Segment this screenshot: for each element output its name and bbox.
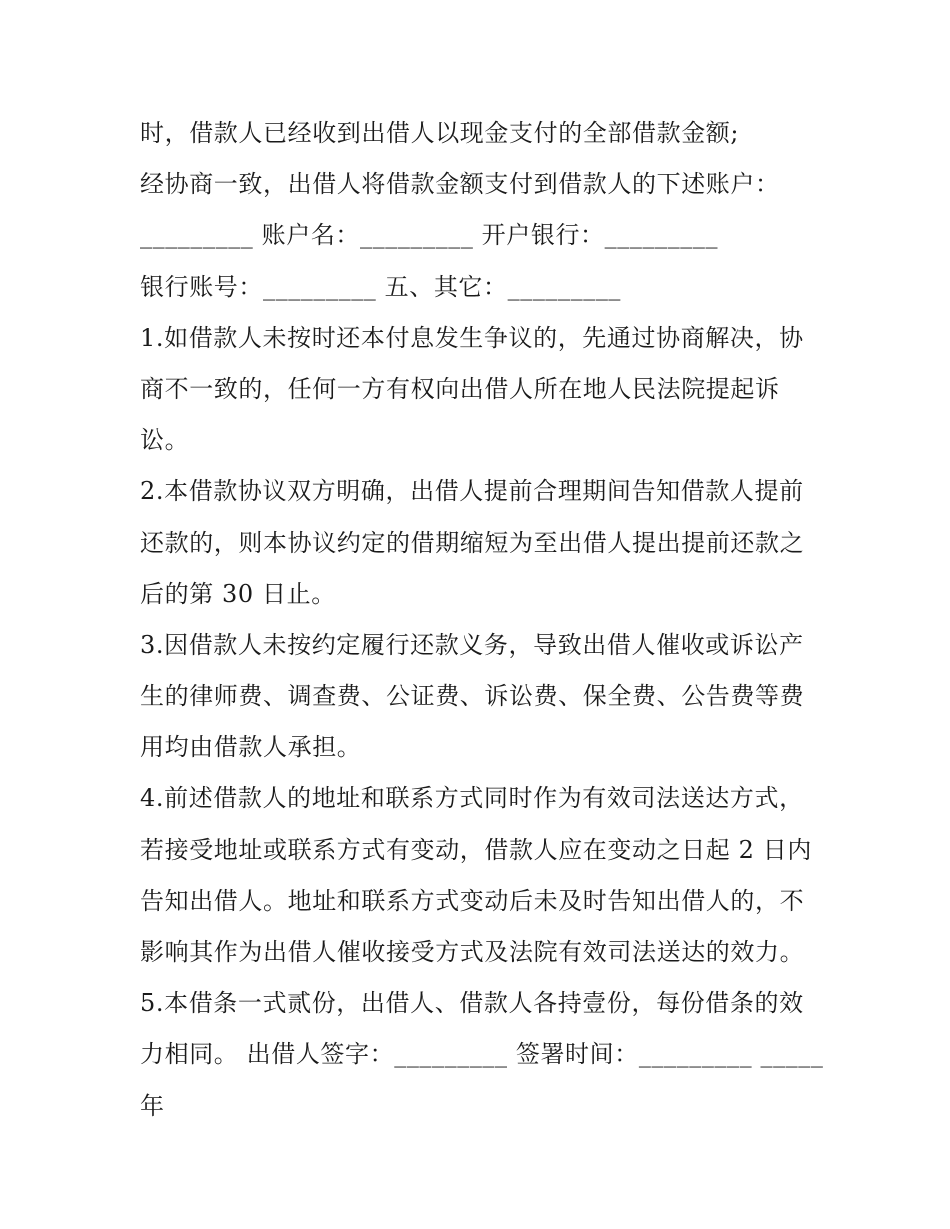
clause-4-line: 告知出借人。地址和联系方式变动后未及时告知出借人的，不 [140, 886, 805, 915]
clause-4-line: 影响其作为出借人催收接受方式及法院有效司法送达的效力。 [140, 938, 805, 966]
clause-1-line: 1.如借款人未按时还本付息发生争议的，先通过协商解决，协 [140, 323, 804, 352]
signature-line: 力相同。 出借人签字：_________ 签署时间：_________ _____ [140, 1040, 824, 1069]
text-line: 时，借款人已经收到出借人以现金支付的全部借款金额; [140, 119, 740, 147]
year-line: 年 [140, 1091, 165, 1120]
bank-account-line: 银行账号：_________ 五、其它：_________ [140, 272, 622, 301]
clause-1-line: 商不一致的，任何一方有权向出借人所在地人民法院提起诉 [140, 374, 780, 403]
text-line: 经协商一致，出借人将借款金额支付到借款人的下述账户： [140, 170, 780, 199]
clause-4-line: 若接受地址或联系方式有变动，借款人应在变动之日起 2 日内 [140, 835, 812, 864]
clause-4-line: 4.前述借款人的地址和联系方式同时作为有效司法送达方式， [140, 784, 804, 813]
clause-2-line: 后的第 30 日止。 [140, 579, 336, 608]
clause-2-line: 还款的，则本协议约定的借期缩短为至出借人提出提前还款之 [140, 528, 805, 557]
clause-1-line: 讼。 [140, 426, 190, 455]
clause-3-line: 3.因借款人未按约定履行还款义务，导致出借人催收或诉讼产 [140, 630, 804, 659]
clause-3-line: 生的律师费、调查费、公证费、诉讼费、保全费、公告费等费 [140, 682, 805, 711]
clause-2-line: 2.本借款协议双方明确，出借人提前合理期间告知借款人提前 [140, 477, 804, 506]
clause-3-line: 用均由借款人承担。 [140, 733, 362, 762]
document-body [140, 108, 824, 1132]
account-blanks-line: _________ 账户名：_________ 开户银行：_________ [140, 221, 719, 250]
clause-5-line: 5.本借条一式贰份，出借人、借款人各持壹份，每份借条的效 [140, 989, 804, 1018]
